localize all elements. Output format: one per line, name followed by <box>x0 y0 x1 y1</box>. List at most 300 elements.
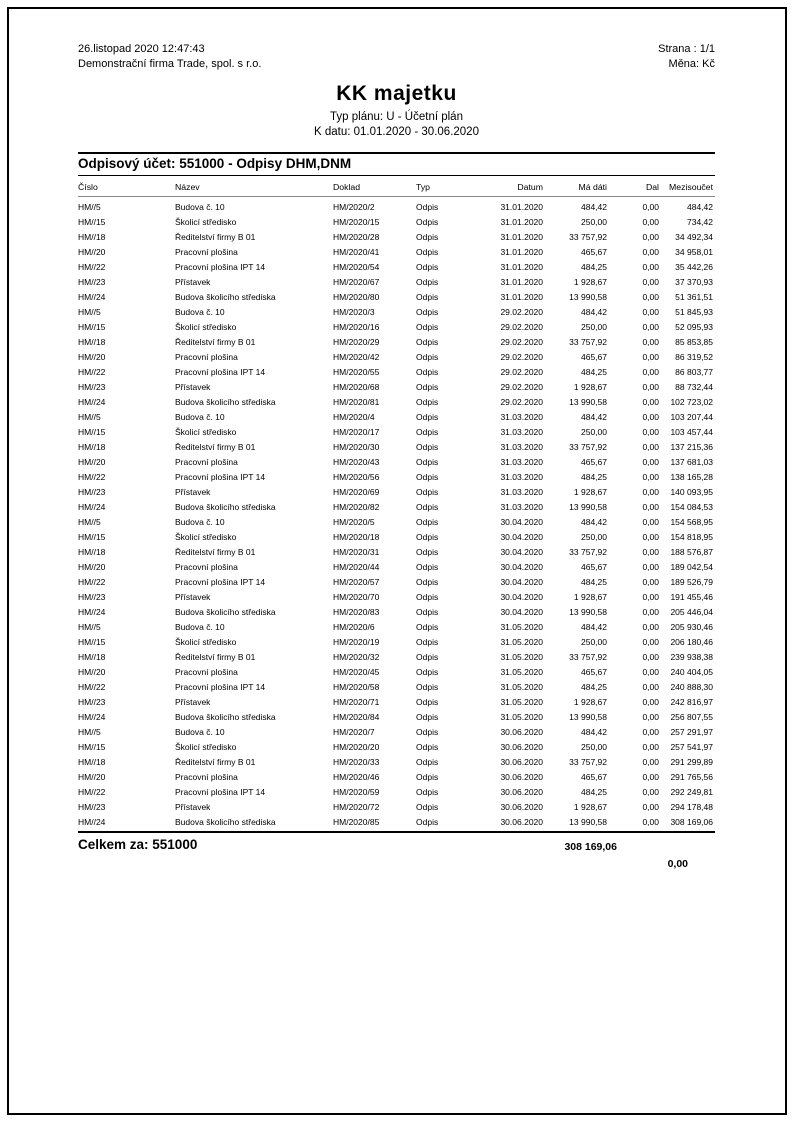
cell-doklad: HM/2020/6 <box>333 622 375 632</box>
cell-nazev: Pracovní plošina <box>175 247 238 257</box>
table-row <box>78 440 715 455</box>
cell-mezisoucet: 484,42 <box>687 202 713 212</box>
cell-ma-dati: 13 990,58 <box>569 817 607 827</box>
summary-total-credit: 0,00 <box>667 858 688 870</box>
cell-doklad: HM/2020/80 <box>333 292 380 302</box>
header-row-1 <box>78 42 715 57</box>
cell-ma-dati: 484,25 <box>581 367 607 377</box>
cell-mezisoucet: 240 888,30 <box>670 682 713 692</box>
cell-typ: Odpis <box>416 412 439 422</box>
cell-dal: 0,00 <box>642 652 659 662</box>
table-row <box>78 680 715 695</box>
cell-nazev: Pracovní plošina <box>175 457 238 467</box>
cell-datum: 29.02.2020 <box>500 367 543 377</box>
table-row <box>78 350 715 365</box>
table-row <box>78 605 715 620</box>
cell-cislo: HM//23 <box>78 277 106 287</box>
cell-dal: 0,00 <box>642 307 659 317</box>
cell-nazev: Ředitelství firmy B 01 <box>175 547 256 557</box>
cell-typ: Odpis <box>416 457 439 467</box>
cell-doklad: HM/2020/43 <box>333 457 380 467</box>
cell-typ: Odpis <box>416 562 439 572</box>
cell-datum: 31.05.2020 <box>500 682 543 692</box>
cell-datum: 30.04.2020 <box>500 607 543 617</box>
cell-mezisoucet: 188 576,87 <box>670 547 713 557</box>
cell-cislo: HM//23 <box>78 382 106 392</box>
cell-ma-dati: 250,00 <box>581 742 607 752</box>
cell-ma-dati: 33 757,92 <box>569 547 607 557</box>
cell-ma-dati: 484,25 <box>581 262 607 272</box>
cell-ma-dati: 33 757,92 <box>569 232 607 242</box>
cell-dal: 0,00 <box>642 547 659 557</box>
cell-dal: 0,00 <box>642 472 659 482</box>
cell-doklad: HM/2020/56 <box>333 472 380 482</box>
cell-nazev: Přístavek <box>175 697 211 707</box>
cell-doklad: HM/2020/69 <box>333 487 380 497</box>
table-row <box>78 260 715 275</box>
cell-dal: 0,00 <box>642 562 659 572</box>
cell-ma-dati: 1 928,67 <box>573 697 607 707</box>
table-row <box>78 650 715 665</box>
cell-doklad: HM/2020/3 <box>333 307 375 317</box>
cell-typ: Odpis <box>416 577 439 587</box>
cell-doklad: HM/2020/18 <box>333 532 380 542</box>
cell-dal: 0,00 <box>642 442 659 452</box>
cell-nazev: Školicí středisko <box>175 532 237 542</box>
cell-datum: 30.04.2020 <box>500 592 543 602</box>
table-row <box>78 485 715 500</box>
column-header-dal: Dal <box>609 179 661 197</box>
cell-doklad: HM/2020/58 <box>333 682 380 692</box>
cell-dal: 0,00 <box>642 502 659 512</box>
cell-doklad: HM/2020/42 <box>333 352 380 362</box>
cell-typ: Odpis <box>416 637 439 647</box>
table-row <box>78 545 715 560</box>
cell-ma-dati: 33 757,92 <box>569 337 607 347</box>
cell-ma-dati: 484,42 <box>581 517 607 527</box>
cell-doklad: HM/2020/17 <box>333 427 380 437</box>
cell-nazev: Budova č. 10 <box>175 307 225 317</box>
cell-doklad: HM/2020/55 <box>333 367 380 377</box>
cell-datum: 31.01.2020 <box>500 262 543 272</box>
cell-ma-dati: 484,25 <box>581 682 607 692</box>
table-row <box>78 320 715 335</box>
cell-doklad: HM/2020/20 <box>333 742 380 752</box>
cell-mezisoucet: 37 370,93 <box>675 277 713 287</box>
cell-nazev: Školicí středisko <box>175 427 237 437</box>
cell-doklad: HM/2020/84 <box>333 712 380 722</box>
cell-nazev: Pracovní plošina <box>175 562 238 572</box>
cell-mezisoucet: 154 084,53 <box>670 502 713 512</box>
cell-cislo: HM//20 <box>78 772 106 782</box>
cell-cislo: HM//15 <box>78 217 106 227</box>
cell-doklad: HM/2020/33 <box>333 757 380 767</box>
cell-doklad: HM/2020/29 <box>333 337 380 347</box>
table-row <box>78 380 715 395</box>
table-row <box>78 695 715 710</box>
column-header-mezisoucet: Mezisoučet <box>661 179 715 197</box>
cell-nazev: Pracovní plošina IPT 14 <box>175 367 266 377</box>
cell-cislo: HM//18 <box>78 757 106 767</box>
cell-cislo: HM//18 <box>78 232 106 242</box>
cell-typ: Odpis <box>416 652 439 662</box>
cell-mezisoucet: 102 723,02 <box>670 397 713 407</box>
cell-mezisoucet: 154 568,95 <box>670 517 713 527</box>
cell-doklad: HM/2020/57 <box>333 577 380 587</box>
cell-cislo: HM//15 <box>78 637 106 647</box>
currency-label: Měna: Kč <box>668 58 715 70</box>
table-row <box>78 500 715 515</box>
cell-doklad: HM/2020/71 <box>333 697 380 707</box>
cell-datum: 31.01.2020 <box>500 247 543 257</box>
cell-mezisoucet: 242 816,97 <box>670 697 713 707</box>
table-row <box>78 425 715 440</box>
cell-dal: 0,00 <box>642 802 659 812</box>
cell-dal: 0,00 <box>642 202 659 212</box>
cell-cislo: HM//24 <box>78 817 106 827</box>
cell-ma-dati: 1 928,67 <box>573 277 607 287</box>
cell-cislo: HM//5 <box>78 517 101 527</box>
company-name: Demonstrační firma Trade, spol. s r.o. <box>78 58 262 70</box>
cell-datum: 31.05.2020 <box>500 667 543 677</box>
page-number: Strana : 1/1 <box>658 43 715 55</box>
cell-mezisoucet: 240 404,05 <box>670 667 713 677</box>
cell-datum: 30.04.2020 <box>500 517 543 527</box>
cell-cislo: HM//22 <box>78 682 106 692</box>
cell-typ: Odpis <box>416 277 439 287</box>
cell-mezisoucet: 257 541,97 <box>670 742 713 752</box>
cell-doklad: HM/2020/68 <box>333 382 380 392</box>
column-header-typ: Typ <box>416 179 483 197</box>
cell-dal: 0,00 <box>642 412 659 422</box>
cell-mezisoucet: 205 930,46 <box>670 622 713 632</box>
cell-ma-dati: 484,25 <box>581 577 607 587</box>
cell-typ: Odpis <box>416 427 439 437</box>
cell-ma-dati: 465,67 <box>581 562 607 572</box>
table-row <box>78 365 715 380</box>
cell-mezisoucet: 189 042,54 <box>670 562 713 572</box>
cell-datum: 29.02.2020 <box>500 337 543 347</box>
cell-mezisoucet: 189 526,79 <box>670 577 713 587</box>
cell-mezisoucet: 34 492,34 <box>675 232 713 242</box>
cell-mezisoucet: 35 442,26 <box>675 262 713 272</box>
table-row <box>78 395 715 410</box>
cell-doklad: HM/2020/46 <box>333 772 380 782</box>
cell-datum: 31.03.2020 <box>500 457 543 467</box>
cell-cislo: HM//20 <box>78 667 106 677</box>
cell-datum: 30.06.2020 <box>500 757 543 767</box>
table-row <box>78 740 715 755</box>
cell-doklad: HM/2020/30 <box>333 442 380 452</box>
cell-dal: 0,00 <box>642 322 659 332</box>
cell-nazev: Budova školicího střediska <box>175 502 276 512</box>
table-row <box>78 410 715 425</box>
cell-ma-dati: 465,67 <box>581 772 607 782</box>
cell-typ: Odpis <box>416 727 439 737</box>
cell-nazev: Pracovní plošina IPT 14 <box>175 787 266 797</box>
cell-dal: 0,00 <box>642 247 659 257</box>
cell-dal: 0,00 <box>642 532 659 542</box>
cell-typ: Odpis <box>416 202 439 212</box>
cell-typ: Odpis <box>416 622 439 632</box>
cell-ma-dati: 1 928,67 <box>573 802 607 812</box>
cell-datum: 29.02.2020 <box>500 322 543 332</box>
cell-ma-dati: 1 928,67 <box>573 592 607 602</box>
cell-doklad: HM/2020/2 <box>333 202 375 212</box>
cell-datum: 31.05.2020 <box>500 652 543 662</box>
cell-nazev: Budova č. 10 <box>175 727 225 737</box>
cell-typ: Odpis <box>416 682 439 692</box>
cell-cislo: HM//20 <box>78 352 106 362</box>
table-row <box>78 665 715 680</box>
cell-nazev: Školicí středisko <box>175 637 237 647</box>
cell-dal: 0,00 <box>642 772 659 782</box>
cell-doklad: HM/2020/41 <box>333 247 380 257</box>
cell-ma-dati: 250,00 <box>581 217 607 227</box>
cell-nazev: Přístavek <box>175 802 211 812</box>
cell-typ: Odpis <box>416 352 439 362</box>
cell-nazev: Budova školicího střediska <box>175 712 276 722</box>
table-row <box>78 215 715 230</box>
cell-datum: 31.05.2020 <box>500 637 543 647</box>
cell-ma-dati: 33 757,92 <box>569 757 607 767</box>
cell-datum: 30.06.2020 <box>500 787 543 797</box>
cell-ma-dati: 465,67 <box>581 247 607 257</box>
cell-dal: 0,00 <box>642 457 659 467</box>
cell-typ: Odpis <box>416 217 439 227</box>
cell-dal: 0,00 <box>642 352 659 362</box>
cell-mezisoucet: 308 169,06 <box>670 817 713 827</box>
table-row <box>78 770 715 785</box>
cell-cislo: HM//22 <box>78 577 106 587</box>
table-row <box>78 815 715 830</box>
table-row <box>78 785 715 800</box>
cell-dal: 0,00 <box>642 607 659 617</box>
column-header-doklad: Doklad <box>333 179 416 197</box>
cell-ma-dati: 13 990,58 <box>569 502 607 512</box>
cell-cislo: HM//22 <box>78 262 106 272</box>
cell-typ: Odpis <box>416 307 439 317</box>
cell-ma-dati: 484,25 <box>581 787 607 797</box>
cell-typ: Odpis <box>416 382 439 392</box>
cell-datum: 31.01.2020 <box>500 217 543 227</box>
cell-dal: 0,00 <box>642 217 659 227</box>
table-row <box>78 575 715 590</box>
cell-ma-dati: 484,42 <box>581 307 607 317</box>
report-title: KK majetku <box>336 82 457 105</box>
cell-cislo: HM//18 <box>78 652 106 662</box>
cell-nazev: Budova školicího střediska <box>175 817 276 827</box>
printed-datetime: 26.listopad 2020 12:47:43 <box>78 43 205 55</box>
cell-dal: 0,00 <box>642 697 659 707</box>
cell-cislo: HM//24 <box>78 607 106 617</box>
cell-cislo: HM//5 <box>78 412 101 422</box>
cell-nazev: Budova školicího střediska <box>175 607 276 617</box>
cell-ma-dati: 33 757,92 <box>569 652 607 662</box>
cell-doklad: HM/2020/19 <box>333 637 380 647</box>
cell-mezisoucet: 137 681,03 <box>670 457 713 467</box>
table-row <box>78 560 715 575</box>
cell-datum: 31.03.2020 <box>500 442 543 452</box>
asset-table-body <box>78 197 715 831</box>
cell-dal: 0,00 <box>642 337 659 347</box>
cell-datum: 31.03.2020 <box>500 502 543 512</box>
cell-typ: Odpis <box>416 712 439 722</box>
summary-section <box>78 831 715 870</box>
table-row <box>78 455 715 470</box>
cell-mezisoucet: 103 457,44 <box>670 427 713 437</box>
cell-cislo: HM//5 <box>78 307 101 317</box>
cell-mezisoucet: 51 845,93 <box>675 307 713 317</box>
cell-ma-dati: 13 990,58 <box>569 712 607 722</box>
cell-nazev: Pracovní plošina <box>175 772 238 782</box>
cell-typ: Odpis <box>416 787 439 797</box>
table-row <box>78 245 715 260</box>
cell-mezisoucet: 292 249,81 <box>670 787 713 797</box>
cell-cislo: HM//23 <box>78 802 106 812</box>
cell-typ: Odpis <box>416 472 439 482</box>
cell-cislo: HM//24 <box>78 712 106 722</box>
cell-cislo: HM//15 <box>78 532 106 542</box>
cell-cislo: HM//15 <box>78 427 106 437</box>
cell-doklad: HM/2020/16 <box>333 322 380 332</box>
cell-cislo: HM//18 <box>78 547 106 557</box>
cell-typ: Odpis <box>416 232 439 242</box>
cell-datum: 29.02.2020 <box>500 382 543 392</box>
cell-datum: 31.03.2020 <box>500 412 543 422</box>
cell-typ: Odpis <box>416 292 439 302</box>
summary-label: Celkem za: 551000 <box>78 837 198 852</box>
table-row <box>78 335 715 350</box>
cell-doklad: HM/2020/82 <box>333 502 380 512</box>
cell-nazev: Budova č. 10 <box>175 202 225 212</box>
asset-table <box>78 179 715 830</box>
cell-dal: 0,00 <box>642 712 659 722</box>
cell-ma-dati: 484,42 <box>581 412 607 422</box>
cell-nazev: Pracovní plošina IPT 14 <box>175 262 266 272</box>
cell-mezisoucet: 51 361,51 <box>675 292 713 302</box>
cell-doklad: HM/2020/81 <box>333 397 380 407</box>
report-subtitle-block <box>78 110 715 140</box>
cell-datum: 30.06.2020 <box>500 802 543 812</box>
report-page <box>78 42 715 870</box>
cell-nazev: Budova č. 10 <box>175 412 225 422</box>
cell-mezisoucet: 103 207,44 <box>670 412 713 422</box>
cell-typ: Odpis <box>416 532 439 542</box>
cell-mezisoucet: 294 178,48 <box>670 802 713 812</box>
cell-mezisoucet: 137 215,36 <box>670 442 713 452</box>
cell-nazev: Školicí středisko <box>175 217 237 227</box>
cell-ma-dati: 250,00 <box>581 637 607 647</box>
cell-cislo: HM//24 <box>78 397 106 407</box>
cell-nazev: Pracovní plošina <box>175 667 238 677</box>
cell-ma-dati: 250,00 <box>581 532 607 542</box>
cell-nazev: Ředitelství firmy B 01 <box>175 337 256 347</box>
table-row <box>78 710 715 725</box>
table-row <box>78 275 715 290</box>
cell-doklad: HM/2020/67 <box>333 277 380 287</box>
cell-nazev: Pracovní plošina <box>175 352 238 362</box>
cell-typ: Odpis <box>416 442 439 452</box>
cell-datum: 30.04.2020 <box>500 532 543 542</box>
header-row-2 <box>78 57 715 72</box>
cell-cislo: HM//23 <box>78 592 106 602</box>
cell-datum: 31.03.2020 <box>500 472 543 482</box>
date-range-line: K datu: 01.01.2020 - 30.06.2020 <box>314 126 479 138</box>
cell-mezisoucet: 86 803,77 <box>675 367 713 377</box>
cell-dal: 0,00 <box>642 742 659 752</box>
cell-mezisoucet: 206 180,46 <box>670 637 713 647</box>
table-row <box>78 290 715 305</box>
cell-mezisoucet: 85 853,85 <box>675 337 713 347</box>
table-row <box>78 635 715 650</box>
cell-cislo: HM//23 <box>78 697 106 707</box>
cell-doklad: HM/2020/72 <box>333 802 380 812</box>
table-row <box>78 515 715 530</box>
cell-doklad: HM/2020/59 <box>333 787 380 797</box>
cell-ma-dati: 484,42 <box>581 622 607 632</box>
cell-datum: 30.06.2020 <box>500 772 543 782</box>
cell-mezisoucet: 52 095,93 <box>675 322 713 332</box>
cell-datum: 30.06.2020 <box>500 817 543 827</box>
cell-cislo: HM//18 <box>78 337 106 347</box>
cell-typ: Odpis <box>416 607 439 617</box>
cell-cislo: HM//20 <box>78 457 106 467</box>
cell-datum: 31.01.2020 <box>500 232 543 242</box>
cell-datum: 31.01.2020 <box>500 292 543 302</box>
cell-mezisoucet: 291 299,89 <box>670 757 713 767</box>
table-row <box>78 530 715 545</box>
cell-cislo: HM//15 <box>78 322 106 332</box>
cell-datum: 30.06.2020 <box>500 727 543 737</box>
cell-cislo: HM//24 <box>78 292 106 302</box>
cell-nazev: Přístavek <box>175 382 211 392</box>
cell-nazev: Ředitelství firmy B 01 <box>175 232 256 242</box>
cell-typ: Odpis <box>416 817 439 827</box>
cell-nazev: Pracovní plošina IPT 14 <box>175 577 266 587</box>
cell-typ: Odpis <box>416 247 439 257</box>
cell-ma-dati: 1 928,67 <box>573 382 607 392</box>
cell-dal: 0,00 <box>642 787 659 797</box>
cell-mezisoucet: 239 938,38 <box>670 652 713 662</box>
cell-cislo: HM//20 <box>78 562 106 572</box>
table-row <box>78 755 715 770</box>
cell-datum: 31.03.2020 <box>500 487 543 497</box>
cell-typ: Odpis <box>416 697 439 707</box>
column-header-cislo: Číslo <box>78 179 175 197</box>
cell-dal: 0,00 <box>642 757 659 767</box>
cell-nazev: Budova č. 10 <box>175 517 225 527</box>
cell-typ: Odpis <box>416 742 439 752</box>
cell-cislo: HM//22 <box>78 472 106 482</box>
cell-doklad: HM/2020/31 <box>333 547 380 557</box>
cell-dal: 0,00 <box>642 727 659 737</box>
cell-mezisoucet: 86 319,52 <box>675 352 713 362</box>
cell-datum: 31.01.2020 <box>500 277 543 287</box>
cell-cislo: HM//20 <box>78 247 106 257</box>
cell-typ: Odpis <box>416 397 439 407</box>
cell-ma-dati: 465,67 <box>581 457 607 467</box>
table-row <box>78 590 715 605</box>
cell-mezisoucet: 34 958,01 <box>675 247 713 257</box>
summary-total-debit: 308 169,06 <box>564 841 617 853</box>
cell-ma-dati: 465,67 <box>581 667 607 677</box>
cell-cislo: HM//23 <box>78 487 106 497</box>
cell-typ: Odpis <box>416 262 439 272</box>
cell-typ: Odpis <box>416 592 439 602</box>
cell-nazev: Přístavek <box>175 277 211 287</box>
cell-datum: 31.05.2020 <box>500 697 543 707</box>
